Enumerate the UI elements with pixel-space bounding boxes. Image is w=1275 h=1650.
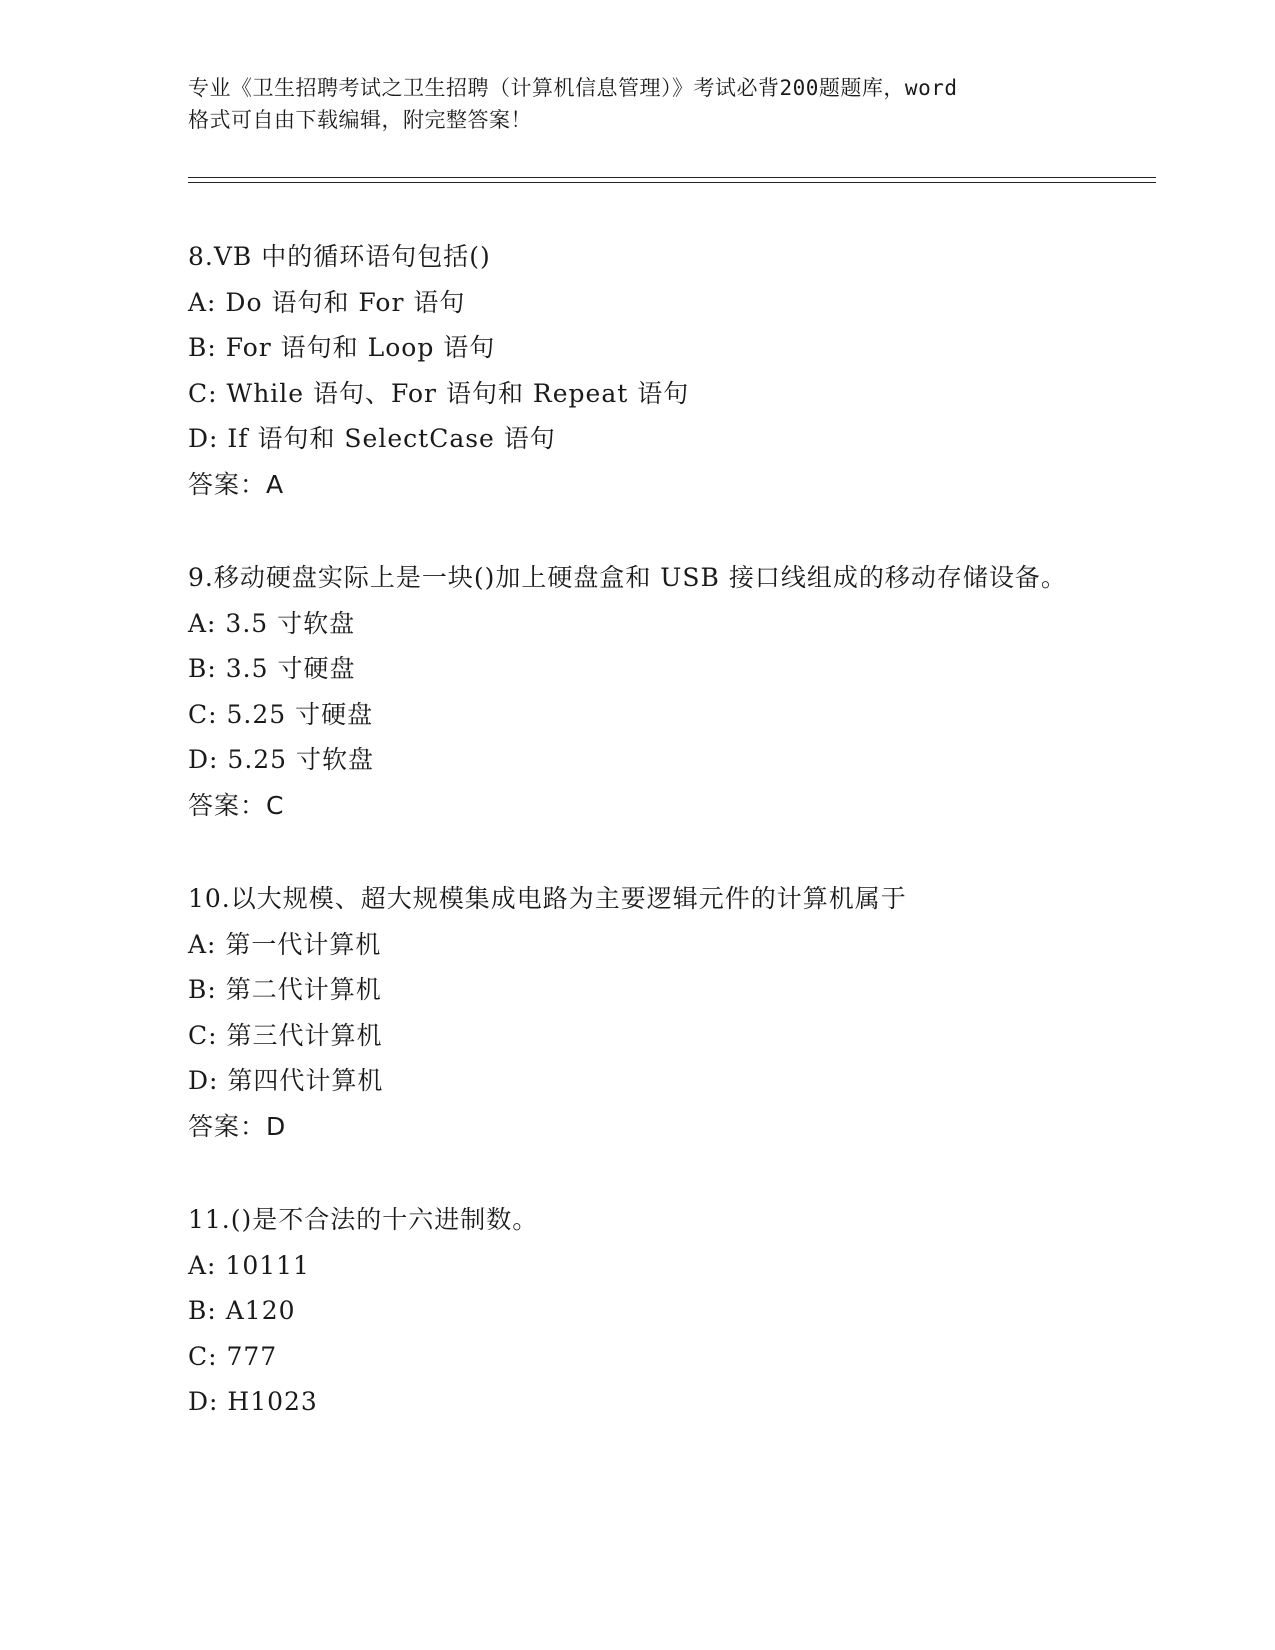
answer: 答案：D <box>188 1111 287 1141</box>
question-10 <box>188 876 1088 1149</box>
option-a: A: 第一代计算机 <box>188 929 382 959</box>
answer: 答案：A <box>188 469 285 499</box>
option-b: B: A120 <box>188 1296 296 1325</box>
option-a: A: 3.5 寸软盘 <box>188 608 356 638</box>
question-11 <box>188 1197 1088 1425</box>
header-line-1: 专业《卫生招聘考试之卫生招聘（计算机信息管理）》考试必背200题题库，word <box>188 76 958 100</box>
option-d: D: 第四代计算机 <box>188 1066 384 1095</box>
option-c: C: While 语句、For 语句和 Repeat 语句 <box>188 378 690 408</box>
option-b: B: For 语句和 Loop 语句 <box>188 333 496 362</box>
answer: 答案：C <box>188 790 285 820</box>
question-title: 9.移动硬盘实际上是一块()加上硬盘盒和 USB 接口线组成的移动存储设备。 <box>188 563 1067 592</box>
option-c: C: 5.25 寸硬盘 <box>188 699 374 729</box>
question-title: 8.VB 中的循环语句包括() <box>188 242 491 271</box>
option-d: D: If 语句和 SelectCase 语句 <box>188 424 556 453</box>
header-line-2: 格式可自由下载编辑，附完整答案！ <box>188 108 532 132</box>
question-9 <box>188 555 1088 828</box>
question-list <box>188 234 1088 1473</box>
question-8 <box>188 234 1088 507</box>
document-header <box>188 72 1088 136</box>
option-b: B: 第二代计算机 <box>188 975 382 1004</box>
option-d: D: 5.25 寸软盘 <box>188 745 375 774</box>
option-c: C: 第三代计算机 <box>188 1020 383 1050</box>
option-a: A: 10111 <box>188 1250 310 1280</box>
option-d: D: H1023 <box>188 1387 318 1416</box>
question-title: 10.以大规模、超大规模集成电路为主要逻辑元件的计算机属于 <box>188 884 907 913</box>
option-a: A: Do 语句和 For 语句 <box>188 287 466 317</box>
question-title: 11.()是不合法的十六进制数。 <box>188 1205 539 1234</box>
option-b: B: 3.5 寸硬盘 <box>188 654 356 683</box>
header-divider <box>188 177 1156 183</box>
option-c: C: 777 <box>188 1341 278 1371</box>
